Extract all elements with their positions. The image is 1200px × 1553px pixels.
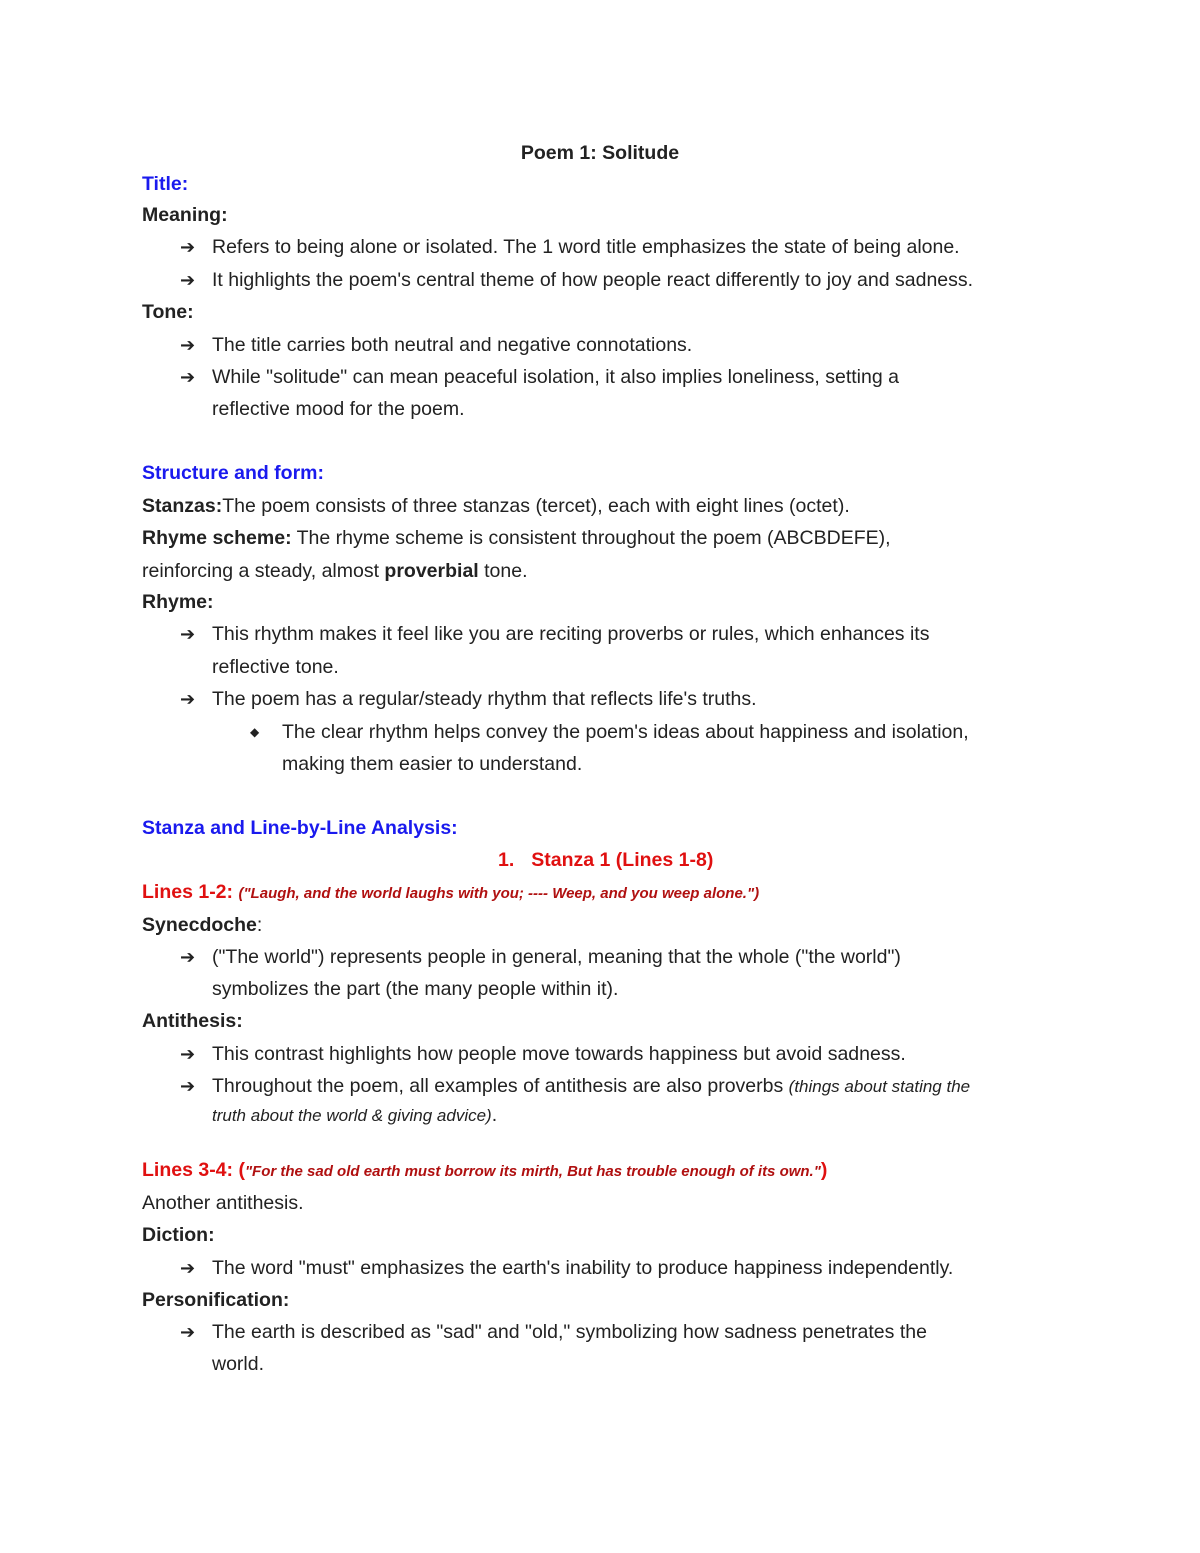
rhyme-subitem-continued: making them easier to understand.	[282, 753, 583, 775]
arrow-right-icon: ➔	[180, 237, 196, 257]
antithesis-item: This contrast highlights how people move towards happiness but avoid sadness.	[212, 1043, 906, 1065]
antithesis-item-text: Throughout the poem, all examples of antithesis are also proverbs	[212, 1075, 789, 1097]
arrow-right-icon: ➔	[180, 947, 196, 967]
stanzas-line	[142, 494, 850, 518]
lines34-quote: "For the sad old earth must borrow its mirth, But has trouble enough of its own."	[244, 1163, 821, 1180]
rhyme-label: Rhyme:	[142, 591, 214, 613]
antithesis-item-continued	[212, 1103, 497, 1128]
antithesis-italic-end: .	[491, 1104, 498, 1126]
arrow-right-icon: ➔	[180, 689, 196, 709]
page-title: Poem 1: Solitude	[520, 142, 680, 164]
rhyme-scheme-cont-post: tone.	[478, 560, 528, 582]
meaning-item: It highlights the poem's central theme of how people react differently to joy and sadness.	[212, 269, 974, 291]
arrow-right-icon: ➔	[180, 1076, 196, 1096]
synecdoche-line	[142, 913, 262, 937]
lines12-label: Lines 1-2:	[142, 881, 239, 903]
stanzas-text: The poem consists of three stanzas (tercet), each with eight lines (octet).	[222, 495, 850, 517]
title-heading: Title:	[142, 173, 189, 195]
tone-item: The title carries both neutral and negative connotations.	[212, 334, 693, 356]
stanza1-title: Stanza 1 (Lines 1-8)	[531, 849, 714, 871]
arrow-right-icon: ➔	[180, 1044, 196, 1064]
lines34-label: Lines 3-4: (	[142, 1159, 245, 1181]
lines34-close: )	[820, 1159, 828, 1181]
diction-item: The word "must" emphasizes the earth's inability to produce happiness independently.	[212, 1257, 954, 1279]
antithesis-italic-2: truth about the world & giving advice)	[212, 1106, 492, 1125]
meaning-label: Meaning:	[142, 204, 228, 226]
synecdoche-item: ("The world") represents people in general, meaning that the whole ("the world")	[212, 946, 901, 968]
diction-label: Diction:	[142, 1224, 215, 1246]
rhyme-scheme-continued	[142, 559, 528, 583]
personification-item-continued: world.	[212, 1353, 265, 1375]
diamond-icon: ◆	[250, 725, 260, 739]
arrow-right-icon: ➔	[180, 335, 196, 355]
structure-heading: Structure and form:	[142, 462, 325, 484]
tone-label: Tone:	[142, 301, 194, 323]
rhyme-item-continued: reflective tone.	[212, 656, 339, 678]
arrow-right-icon: ➔	[180, 1322, 196, 1342]
arrow-right-icon: ➔	[180, 624, 196, 644]
rhyme-item: The poem has a regular/steady rhythm that reflects life's truths.	[212, 688, 757, 710]
lines34-line	[142, 1158, 827, 1184]
synecdoche-colon: :	[256, 914, 263, 936]
synecdoche-item-continued: symbolizes the part (the many people within it).	[212, 978, 619, 1000]
lines12-quote: ("Laugh, and the world laughs with you; ---- Weep, and you weep alone.")	[238, 885, 760, 902]
tone-item-continued: reflective mood for the poem.	[212, 398, 465, 420]
tone-item: While "solitude" can mean peaceful isolation, it also implies loneliness, setting a	[212, 366, 899, 388]
arrow-right-icon: ➔	[180, 1258, 196, 1278]
rhyme-scheme-cont-pre: reinforcing a steady, almost	[142, 560, 385, 582]
antithesis-italic-1: (things about stating the	[788, 1077, 971, 1096]
rhyme-scheme-line	[142, 526, 891, 550]
synecdoche-label: Synecdoche	[142, 914, 257, 936]
antithesis-item	[212, 1074, 970, 1099]
stanza1-number: 1.	[498, 849, 515, 871]
analysis-heading: Stanza and Line-by-Line Analysis:	[142, 817, 458, 839]
stanzas-label: Stanzas:	[142, 495, 223, 517]
arrow-right-icon: ➔	[180, 367, 196, 387]
arrow-right-icon: ➔	[180, 270, 196, 290]
rhyme-subitem: The clear rhythm helps convey the poem's ideas about happiness and isolation,	[282, 721, 969, 743]
rhyme-item: This rhythm makes it feel like you are reciting proverbs or rules, which enhances its	[212, 623, 930, 645]
personification-label: Personification:	[142, 1289, 290, 1311]
stanza1-heading	[498, 848, 713, 872]
rhyme-scheme-label: Rhyme scheme:	[142, 527, 292, 549]
rhyme-scheme-bold: proverbial	[384, 560, 479, 582]
antithesis-label: Antithesis:	[142, 1010, 243, 1032]
meaning-item: Refers to being alone or isolated. The 1 word title emphasizes the state of being alone.	[212, 236, 960, 258]
rhyme-scheme-text: The rhyme scheme is consistent throughout the poem (ABCBDEFE),	[291, 527, 891, 549]
lines12-line	[142, 880, 759, 906]
personification-item: The earth is described as "sad" and "old," symbolizing how sadness penetrates the	[212, 1321, 927, 1343]
another-antithesis: Another antithesis.	[142, 1192, 304, 1214]
